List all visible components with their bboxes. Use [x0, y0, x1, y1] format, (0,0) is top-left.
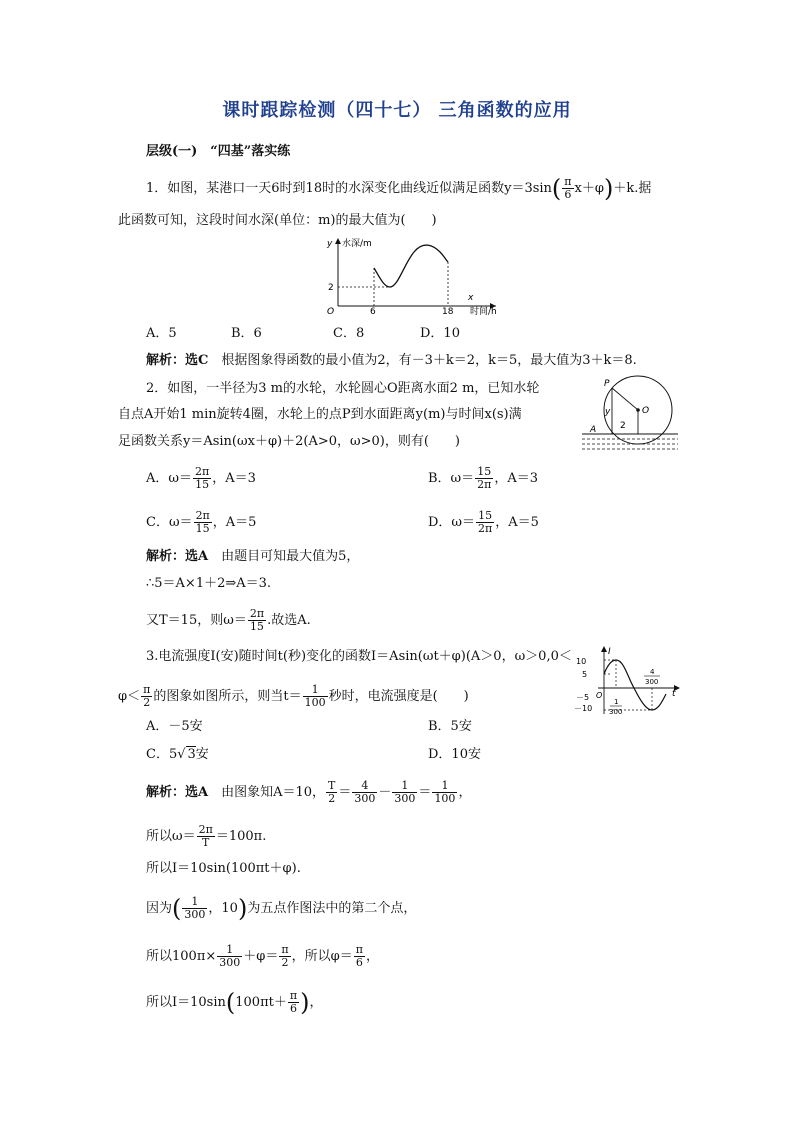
q1-frac: $\frac{\pi}{6}$: [564, 175, 572, 201]
q2-center-o: O: [642, 406, 650, 416]
q2-label-2: 2: [620, 421, 626, 431]
q2-waterwheel-figure: [582, 372, 678, 460]
q1-line1: 1．如图，某港口一天6时到18时的水深变化曲线近似满足函数y＝3sin( $\frac{\pi}{6}$ x＋φ)＋k.据: [146, 174, 652, 203]
q3-option-a[interactable]: A．－5安: [146, 719, 203, 734]
q3-option-d[interactable]: D．10安: [428, 747, 481, 762]
q2-point-a: A: [590, 425, 597, 435]
q3-solution-6: 所以I＝10sin(100πt＋ $\frac{\pi}{6}$ )，: [146, 988, 323, 1017]
q3-t2-num: 4: [650, 668, 655, 676]
q1-xlabel: 时间/h: [470, 307, 497, 316]
q3-current-graph: [574, 644, 682, 718]
q3-option-c[interactable]: C．5√ 3安: [146, 747, 209, 762]
q3-solution-1: 解析：选A 由图象知A＝10， $\frac{T}{2}$ ＝ $\frac{4}{300}$ － $\frac{1}{300}$ ＝ $\frac{1}{100}$ ，: [146, 779, 472, 805]
q1-tick-18: 18: [442, 307, 454, 316]
q2-label-y: y: [605, 407, 611, 417]
q1-solution: 解析：选C 根据图象得函数的最小值为2，有－3＋k＝2，k＝5，最大值为3＋k＝8.: [146, 353, 637, 368]
q2-solution-1: 解析：选A 由题目可知最大值为5，: [146, 549, 360, 564]
q1-ylabel: 水深/m: [342, 239, 372, 249]
q2-line2: 自点A开始1 min旋转4圈，水轮上的点P到水面距离y(m)与时间x(s)满: [118, 407, 522, 422]
q3-solution-5: 所以100π× $\frac{1}{300}$ ＋φ＝ $\frac{\pi}{2}$ ，所以φ＝ $\frac{\pi}{6}$ ，: [146, 943, 379, 969]
q3-tick-5: 5: [582, 670, 588, 679]
q1-option-b[interactable]: B．6: [231, 326, 262, 341]
q1-line2: 此函数可知，这段时间水深(单位：m)的最大值为( ): [118, 213, 437, 228]
q2-solution-3: 又T＝15，则ω＝ $\frac{2\pi}{15}$ .故选A.: [146, 607, 311, 633]
q3-t2-den: 300: [645, 678, 659, 686]
q3-axis-t: t: [672, 689, 676, 699]
q3-tick-m5: －5: [576, 693, 590, 702]
q2-option-b[interactable]: B．ω＝ $\frac{15}{2\pi}$ ，A＝3: [428, 465, 539, 491]
q3-solution-3: 所以I＝10sin(100πt＋φ).: [146, 861, 301, 876]
q3-t1-num: 1: [614, 698, 619, 706]
q3-solution-4: 因为( $\frac{1}{300}$ ，10)为五点作图法中的第二个点，: [146, 894, 417, 923]
q2-point-p: P: [604, 379, 610, 389]
q3-axis-i: I: [608, 647, 611, 657]
q3-option-b[interactable]: B．5安: [428, 719, 472, 734]
q3-line1: 3.电流强度I(安)随时间t(秒)变化的函数I＝Asin(ωt＋φ)(A＞0，ω＞0,0＜: [146, 649, 572, 664]
q1-y-axis-label: y: [327, 239, 333, 249]
q3-tick-10: 10: [576, 657, 587, 666]
q2-option-d[interactable]: D．ω＝ $\frac{15}{2\pi}$ ，A＝5: [428, 509, 539, 535]
q2-line1: 2．如图，一半径为3 m的水轮，水轮圆心O距离水面2 m，已知水轮: [146, 381, 540, 396]
q2-option-c[interactable]: C．ω＝ $\frac{2\pi}{15}$ ，A＝5: [146, 509, 257, 535]
q1-origin: O: [327, 307, 335, 316]
q1-option-d[interactable]: D．10: [420, 326, 460, 341]
q3-solution-2: 所以ω＝ $\frac{2\pi}{T}$ ＝100π.: [146, 823, 267, 849]
q2-solution-2: ∴5＝A×1＋2⇒A＝3.: [146, 576, 272, 591]
q1-option-c[interactable]: C．8: [333, 326, 365, 341]
section-heading: 层级(一) “四基”落实练: [146, 144, 291, 159]
q1-depth-graph: [318, 234, 500, 316]
q1-tick-2: 2: [328, 283, 334, 293]
q1-option-a[interactable]: A．5: [146, 326, 177, 341]
page-title: 课时跟踪检测（四十七） 三角函数的应用: [222, 100, 572, 121]
q2-option-a[interactable]: A．ω＝ $\frac{2\pi}{15}$ ，A＝3: [146, 465, 256, 491]
q3-t1-den: 300: [609, 708, 623, 716]
q1-x-axis-label: x: [468, 293, 474, 303]
q3-origin: O: [596, 691, 603, 700]
q3-line2: φ＜ $\frac{\pi}{2}$ 的图象如图所示，则当t＝ $\frac{1}{100}$ 秒时，电流强度是( ): [118, 683, 469, 709]
q1-curve: [374, 245, 448, 287]
q1-tick-6: 6: [370, 307, 376, 316]
q3-tick-m10: －10: [574, 704, 593, 713]
q2-line3: 足函数关系y＝Asin(ωx＋φ)＋2(A>0，ω>0)，则有( ): [118, 434, 460, 449]
